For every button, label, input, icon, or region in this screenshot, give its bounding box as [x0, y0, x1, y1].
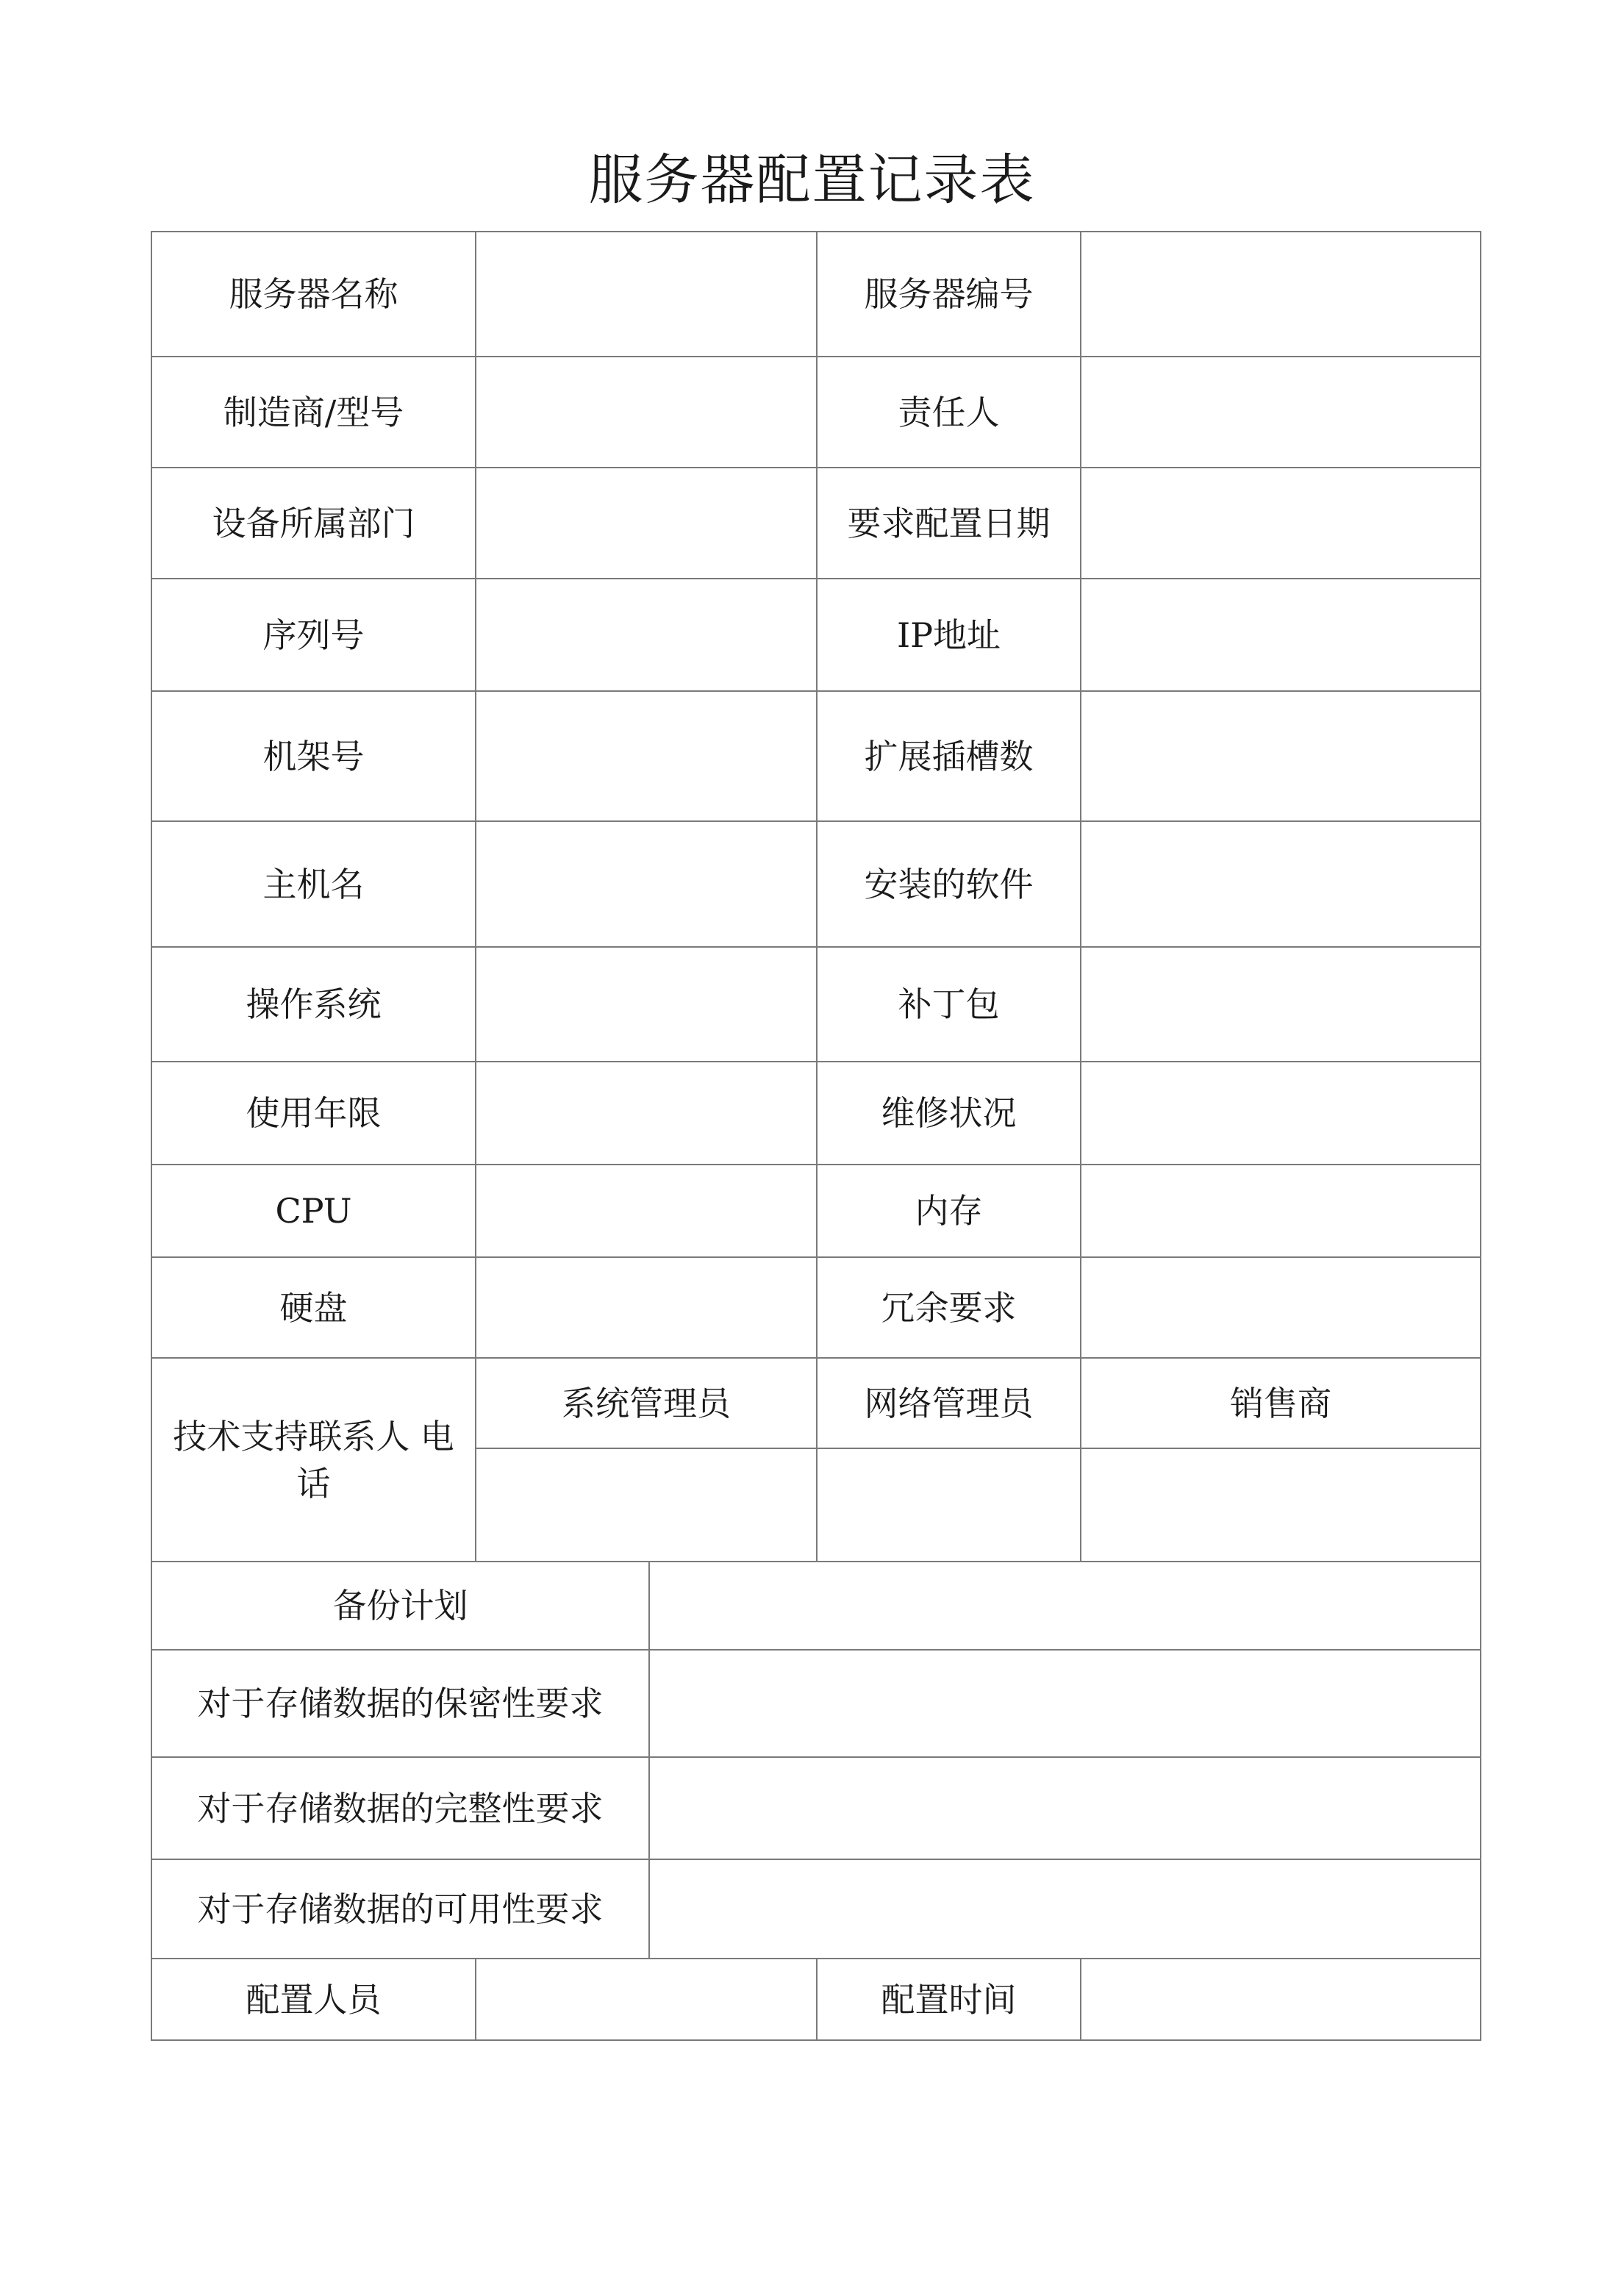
expansion-slots-field[interactable] — [1081, 691, 1481, 821]
label-operating-system: 操作系统 — [151, 947, 476, 1062]
department-field[interactable] — [476, 468, 817, 579]
availability-requirement-field[interactable] — [649, 1859, 1481, 1959]
label-maintenance-status: 维修状况 — [817, 1062, 1081, 1165]
label-serial-number: 序列号 — [151, 579, 476, 691]
label-server-name: 服务器名称 — [151, 232, 476, 357]
table-row — [151, 579, 1481, 691]
table-row — [151, 1062, 1481, 1165]
label-redundancy-requirement: 冗余要求 — [817, 1257, 1081, 1358]
hard-disk-field[interactable] — [476, 1257, 817, 1358]
label-department: 设备所属部门 — [151, 468, 476, 579]
label-memory: 内存 — [817, 1165, 1081, 1257]
config-personnel-field[interactable] — [476, 1959, 817, 2040]
system-admin-phone-field[interactable] — [476, 1448, 817, 1562]
label-ip-address: IP地址 — [817, 579, 1081, 691]
service-life-field[interactable] — [476, 1062, 817, 1165]
vendor-phone-field[interactable] — [1081, 1448, 1481, 1562]
server-config-table — [151, 231, 1481, 2041]
cpu-field[interactable] — [476, 1165, 817, 1257]
table-row — [151, 1859, 1481, 1959]
label-responsible-person: 责任人 — [817, 357, 1081, 468]
server-number-field[interactable] — [1081, 232, 1481, 357]
serial-number-field[interactable] — [476, 579, 817, 691]
integrity-requirement-field[interactable] — [649, 1757, 1481, 1859]
table-row — [151, 947, 1481, 1062]
label-server-number: 服务器编号 — [817, 232, 1081, 357]
label-patch-pack: 补丁包 — [817, 947, 1081, 1062]
header-system-admin: 系统管理员 — [476, 1358, 817, 1448]
label-hostname: 主机名 — [151, 821, 476, 947]
label-required-config-date: 要求配置日期 — [817, 468, 1081, 579]
table-row — [151, 1757, 1481, 1859]
network-admin-phone-field[interactable] — [817, 1448, 1081, 1562]
label-confidentiality-requirement: 对于存储数据的保密性要求 — [151, 1650, 649, 1757]
label-expansion-slots: 扩展插槽数 — [817, 691, 1081, 821]
table-row — [151, 691, 1481, 821]
label-config-time: 配置时间 — [817, 1959, 1081, 2040]
table-row — [151, 1650, 1481, 1757]
maintenance-status-field[interactable] — [1081, 1062, 1481, 1165]
header-network-admin: 网络管理员 — [817, 1358, 1081, 1448]
manufacturer-model-field[interactable] — [476, 357, 817, 468]
patch-pack-field[interactable] — [1081, 947, 1481, 1062]
table-row — [151, 232, 1481, 357]
confidentiality-requirement-field[interactable] — [649, 1650, 1481, 1757]
table-row — [151, 1358, 1481, 1448]
label-manufacturer-model: 制造商/型号 — [151, 357, 476, 468]
installed-software-field[interactable] — [1081, 821, 1481, 947]
label-availability-requirement: 对于存储数据的可用性要求 — [151, 1859, 649, 1959]
config-time-field[interactable] — [1081, 1959, 1481, 2040]
server-name-field[interactable] — [476, 232, 817, 357]
table-row — [151, 468, 1481, 579]
label-integrity-requirement: 对于存储数据的完整性要求 — [151, 1757, 649, 1859]
table-row — [151, 1165, 1481, 1257]
header-vendor: 销售商 — [1081, 1358, 1481, 1448]
table-row — [151, 1959, 1481, 2040]
ip-address-field[interactable] — [1081, 579, 1481, 691]
label-service-life: 使用年限 — [151, 1062, 476, 1165]
label-backup-plan: 备份计划 — [151, 1562, 649, 1650]
backup-plan-field[interactable] — [649, 1562, 1481, 1650]
label-cpu: CPU — [151, 1165, 476, 1257]
hostname-field[interactable] — [476, 821, 817, 947]
rack-number-field[interactable] — [476, 691, 817, 821]
redundancy-requirement-field[interactable] — [1081, 1257, 1481, 1358]
responsible-person-field[interactable] — [1081, 357, 1481, 468]
table-row — [151, 1562, 1481, 1650]
table-row — [151, 357, 1481, 468]
page-title: 服务器配置记录表 — [588, 149, 1036, 212]
label-rack-number: 机架号 — [151, 691, 476, 821]
label-support-contact-phone: 技术支持联系人 电话 — [151, 1358, 476, 1562]
table-row — [151, 1257, 1481, 1358]
label-installed-software: 安装的软件 — [817, 821, 1081, 947]
operating-system-field[interactable] — [476, 947, 817, 1062]
label-config-personnel: 配置人员 — [151, 1959, 476, 2040]
required-config-date-field[interactable] — [1081, 468, 1481, 579]
label-hard-disk: 硬盘 — [151, 1257, 476, 1358]
memory-field[interactable] — [1081, 1165, 1481, 1257]
table-row — [151, 821, 1481, 947]
